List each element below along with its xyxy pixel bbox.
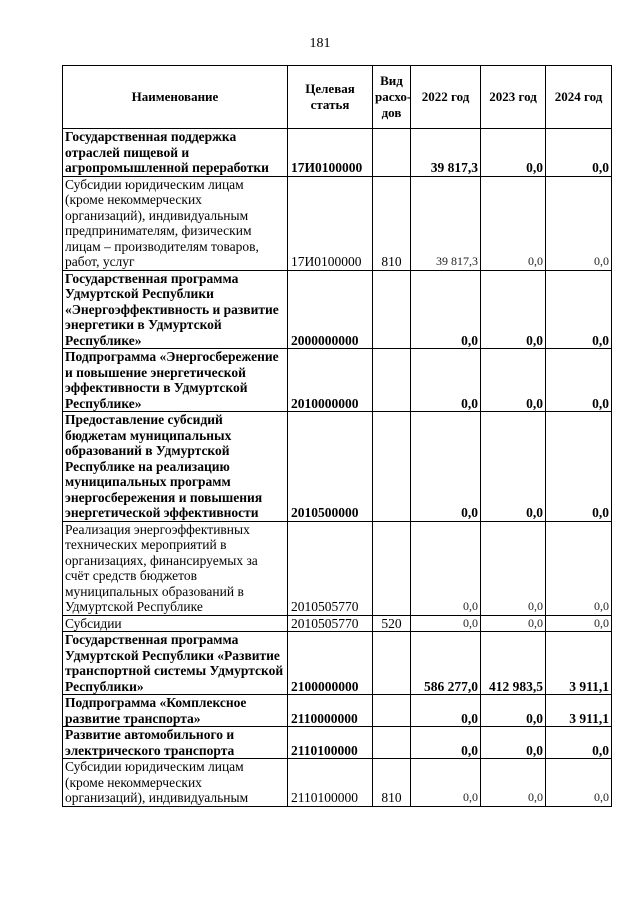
table-row bbox=[63, 129, 612, 177]
row-target-article: 2010500000 bbox=[288, 412, 373, 522]
row-name: Государственная программа Удмуртской Республики «Энергоэффективность и развитие энергетики в Удмуртской Республике» bbox=[63, 270, 288, 349]
row-value-2022: 39 817,3 bbox=[411, 129, 481, 177]
row-value-2024: 0,0 bbox=[546, 412, 612, 522]
row-name: Развитие автомобильного и электрического транспорта bbox=[63, 727, 288, 759]
table-row bbox=[63, 727, 612, 759]
row-value-2024: 0,0 bbox=[546, 759, 612, 807]
table-row bbox=[63, 349, 612, 412]
row-name: Субсидии юридическим лицам (кроме некоммерческих организаций), индивидуальным bbox=[63, 759, 288, 807]
row-target-article: 2110100000 bbox=[288, 727, 373, 759]
row-target-article: 2010000000 bbox=[288, 349, 373, 412]
row-value-2024: 0,0 bbox=[546, 270, 612, 349]
row-expense-type bbox=[373, 412, 411, 522]
row-value-2023: 0,0 bbox=[481, 176, 546, 270]
row-value-2023: 0,0 bbox=[481, 615, 546, 632]
row-value-2024: 0,0 bbox=[546, 521, 612, 615]
row-value-2024: 0,0 bbox=[546, 129, 612, 177]
header-2023: 2023 год bbox=[481, 66, 546, 129]
row-name: Субсидии bbox=[63, 615, 288, 632]
row-value-2024: 0,0 bbox=[546, 349, 612, 412]
row-value-2022: 0,0 bbox=[411, 412, 481, 522]
budget-table bbox=[62, 65, 612, 807]
table-row bbox=[63, 270, 612, 349]
table-row bbox=[63, 412, 612, 522]
row-value-2022: 39 817,3 bbox=[411, 176, 481, 270]
row-value-2022: 0,0 bbox=[411, 521, 481, 615]
header-name: Наименование bbox=[63, 66, 288, 129]
row-expense-type bbox=[373, 129, 411, 177]
row-expense-type: 810 bbox=[373, 759, 411, 807]
row-expense-type bbox=[373, 695, 411, 727]
table-row bbox=[63, 695, 612, 727]
row-target-article: 2010505770 bbox=[288, 521, 373, 615]
row-name: Субсидии юридическим лицам (кроме некоммерческих организаций), индивидуальным предпринимателям, физическим лицам – производителям товаров, работ, услуг bbox=[63, 176, 288, 270]
header-2022: 2022 год bbox=[411, 66, 481, 129]
row-value-2023: 412 983,5 bbox=[481, 632, 546, 695]
row-name: Государственная программа Удмуртской Республики «Развитие транспортной системы Удмуртской Республики» bbox=[63, 632, 288, 695]
row-value-2022: 0,0 bbox=[411, 615, 481, 632]
row-value-2022: 0,0 bbox=[411, 727, 481, 759]
row-value-2024: 0,0 bbox=[546, 176, 612, 270]
row-expense-type bbox=[373, 521, 411, 615]
row-value-2022: 0,0 bbox=[411, 759, 481, 807]
header-expense-type: Вид расхо-дов bbox=[373, 66, 411, 129]
row-name: Подпрограмма «Комплексное развитие транспорта» bbox=[63, 695, 288, 727]
row-value-2022: 0,0 bbox=[411, 270, 481, 349]
row-value-2023: 0,0 bbox=[481, 695, 546, 727]
row-value-2023: 0,0 bbox=[481, 412, 546, 522]
row-target-article: 2010505770 bbox=[288, 615, 373, 632]
row-expense-type bbox=[373, 727, 411, 759]
header-target-article: Целевая статья bbox=[288, 66, 373, 129]
row-name: Государственная поддержка отраслей пищевой и агропромышленной переработки bbox=[63, 129, 288, 177]
row-target-article: 17И0100000 bbox=[288, 129, 373, 177]
header-2024: 2024 год bbox=[546, 66, 612, 129]
row-value-2023: 0,0 bbox=[481, 129, 546, 177]
row-value-2023: 0,0 bbox=[481, 349, 546, 412]
row-expense-type bbox=[373, 349, 411, 412]
row-expense-type: 810 bbox=[373, 176, 411, 270]
row-value-2024: 0,0 bbox=[546, 615, 612, 632]
row-target-article: 17И0100000 bbox=[288, 176, 373, 270]
table-row bbox=[63, 176, 612, 270]
table-row bbox=[63, 759, 612, 807]
row-value-2023: 0,0 bbox=[481, 759, 546, 807]
table-body bbox=[63, 129, 612, 807]
table-row bbox=[63, 632, 612, 695]
row-expense-type: 520 bbox=[373, 615, 411, 632]
row-value-2023: 0,0 bbox=[481, 521, 546, 615]
row-target-article: 2110100000 bbox=[288, 759, 373, 807]
row-value-2023: 0,0 bbox=[481, 727, 546, 759]
row-name: Подпрограмма «Энергосбережение и повышение энергетической эффективности в Удмуртской Республике» bbox=[63, 349, 288, 412]
row-value-2022: 0,0 bbox=[411, 349, 481, 412]
row-target-article: 2100000000 bbox=[288, 632, 373, 695]
row-value-2024: 0,0 bbox=[546, 727, 612, 759]
row-value-2024: 3 911,1 bbox=[546, 695, 612, 727]
table-row bbox=[63, 615, 612, 632]
page-number: 181 bbox=[309, 36, 331, 51]
row-expense-type bbox=[373, 632, 411, 695]
table-row bbox=[63, 521, 612, 615]
row-value-2023: 0,0 bbox=[481, 270, 546, 349]
row-value-2024: 3 911,1 bbox=[546, 632, 612, 695]
row-name: Предоставление субсидий бюджетам муниципальных образований в Удмуртской Республике на реализацию муниципальных программ энергосбережения и повышения энергетической эффективности bbox=[63, 412, 288, 522]
row-name: Реализация энергоэффективных технических мероприятий в организациях, финансируемых за счёт средств бюджетов муниципальных образований в Удмуртской Республике bbox=[63, 521, 288, 615]
row-value-2022: 586 277,0 bbox=[411, 632, 481, 695]
row-target-article: 2000000000 bbox=[288, 270, 373, 349]
row-value-2022: 0,0 bbox=[411, 695, 481, 727]
row-target-article: 2110000000 bbox=[288, 695, 373, 727]
row-expense-type bbox=[373, 270, 411, 349]
table-header-row bbox=[63, 66, 612, 129]
